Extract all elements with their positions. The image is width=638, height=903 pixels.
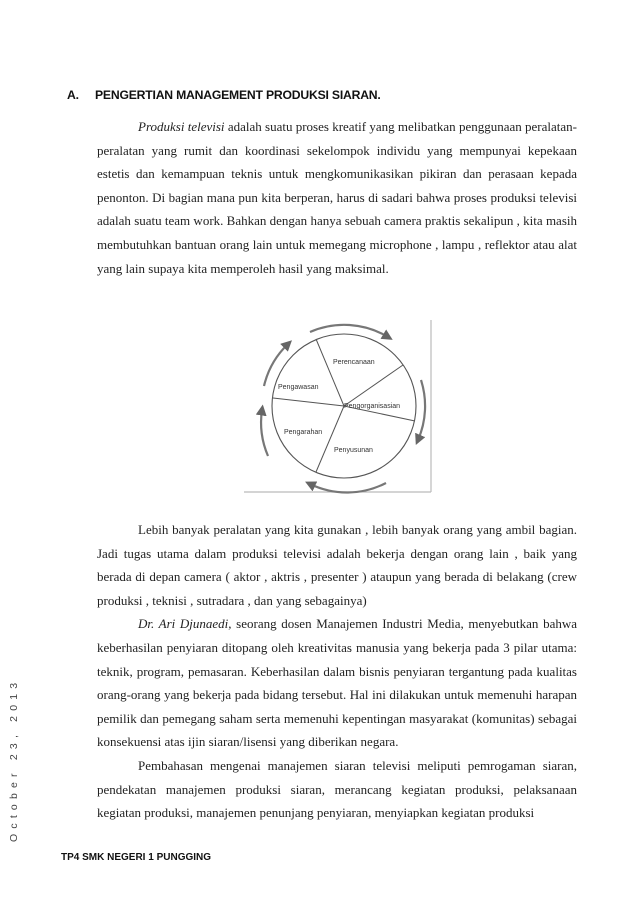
segment-pengarahan: Pengarahan xyxy=(284,429,323,436)
segment-pengawasan: Pengawasan xyxy=(278,384,319,391)
paragraph-text: seorang dosen Manajemen Industri Media, menyebutkan bahwa keberhasilan penyiaran ditopang oleh kreativitas manusia yang bekerja pada 3 pilar utama: teknik, program, pemasaran. Keberhasilan dalam bisnis penyiaran tergantung pada kualitas orang-orang yang bekerja pada bidang tersebut. Hal ini dilakukan untuk memenuhi harapan pemilik dan pemegang saham serta memenuhi kepentingan masyarakat (komunitas) sebagai konsekuensi atas ijin siaran/lisensi yang diberikan negara. xyxy=(97,616,578,750)
segment-penyusunan: Penyusunan xyxy=(334,447,373,454)
management-cycle-diagram xyxy=(240,318,436,494)
side-date: October 23, 2013 xyxy=(8,677,20,842)
arrow-right-icon xyxy=(418,380,425,440)
paragraph-text: adalah suatu proses kreatif yang melibatkan penggunaan peralatan-peralatan yang rumit dan koordinasi sekelompok individu yang mempunyai kepekaan estetis dan kemampuan teknis untuk mengkomunikasikan pikiran dan perasaan kepada penonton. Di bagian mana pun kita berperan, harus di sadari bahwa proses produksi televisi adalah suatu team work. Bahkan dengan hanya sebuah camera praktis sekalipun , kita masih membutuhkan bantuan orang lain untuk memegang microphone , lampu , reflektor atau alat yang lain supaya kita memperoleh hasil yang maksimal. xyxy=(97,119,577,276)
intro-text-block xyxy=(97,115,577,280)
arrow-left-lower-icon xyxy=(261,410,268,456)
arrow-bottom-icon xyxy=(310,483,386,492)
segment-pengorganisasian: Pengorganisasian xyxy=(344,403,401,410)
italic-term: Produksi televisi xyxy=(138,119,225,134)
section-letter: A. xyxy=(67,88,79,102)
divider-line xyxy=(316,339,344,406)
paragraph-pembahasan: Pembahasan mengenai manajemen siaran televisi meliputi pemrogaman siaran, pendekatan manajemen produksi siaran, merancang kegiatan produksi, pelaksanaan kegiatan produksi, manajemen penunjang penyiaran, menyiapkan kegiatan produksi xyxy=(97,757,577,821)
main-text-block xyxy=(97,518,577,825)
divider-line xyxy=(273,398,344,406)
arrow-top-icon xyxy=(310,325,388,337)
segment-perencanaan: Perencanaan xyxy=(333,359,375,366)
divider-line xyxy=(344,365,403,406)
section-heading xyxy=(67,88,381,102)
paragraph-peralatan: Lebih banyak peralatan yang kita gunakan , lebih banyak orang yang ambil bagian. Jadi tugas utama dalam produksi televisi adalah bekerja dengan orang lain , baik yang berada di depan camera ( aktor , aktris , presenter ) ataupun yang berada di belakang (crew produksi , teknisi , sutradara , dan yang sebagainya) xyxy=(97,522,577,608)
page-footer: TP4 SMK NEGERI 1 PUNGGING xyxy=(61,852,212,863)
cycle-diagram-svg xyxy=(240,318,436,494)
divider-line xyxy=(316,406,344,472)
paragraph-ari-djunaedi xyxy=(97,612,577,754)
paragraph-produksi-televisi xyxy=(97,115,577,280)
section-title: PENGERTIAN MANAGEMENT PRODUKSI SIARAN. xyxy=(95,88,381,102)
italic-author: Dr. Ari Djunaedi, xyxy=(138,616,232,632)
